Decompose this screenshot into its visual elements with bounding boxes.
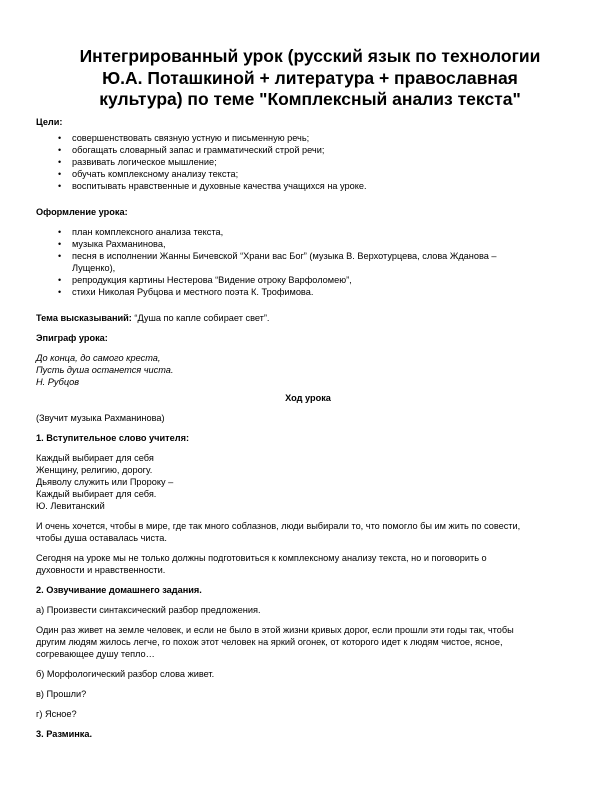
paragraph-line: чтобы душа оставалась чиста. bbox=[36, 533, 167, 543]
design-list bbox=[36, 226, 580, 298]
title-line-1: Интегрированный урок (русский язык по технологии bbox=[79, 46, 541, 66]
paragraph-line: И очень хочется, чтобы в мире, где так много соблазнов, люди выбирали то, что помогло бы им жить по совести, bbox=[36, 521, 521, 531]
poem-author: Ю. Левитанский bbox=[36, 501, 105, 511]
course-heading: Ход урока bbox=[285, 393, 331, 403]
design-item: • репродукция картины Нестерова “Видение отроку Варфоломею”, bbox=[36, 274, 580, 286]
theme-line bbox=[36, 312, 580, 324]
goals-item: • развивать логическое мышление; bbox=[36, 156, 580, 168]
theme-label: Тема высказываний: bbox=[36, 313, 132, 323]
poem-line: Женщину, религию, дорогу. bbox=[36, 465, 153, 475]
poem-line: Дьяволу служить или Пророку – bbox=[36, 477, 174, 487]
design-heading: Оформление урока: bbox=[36, 207, 128, 217]
document-title bbox=[40, 46, 580, 111]
section1-heading: 1. Вступительное слово учителя: bbox=[36, 433, 189, 443]
epigraph-line: Пусть душа останется чиста. bbox=[36, 365, 174, 375]
goals-list bbox=[36, 132, 580, 192]
task-b: б) Морфологический разбор слова живет. bbox=[36, 669, 215, 679]
design-item: • план комплексного анализа текста, bbox=[36, 226, 580, 238]
title-line-2: Ю.А. Поташкиной + литература + православная bbox=[102, 67, 518, 88]
paragraph-line: духовности и нравственности. bbox=[36, 565, 166, 575]
intro-paragraph-1 bbox=[36, 520, 580, 544]
goals-item: • совершенствовать связную устную и письменную речь; bbox=[36, 132, 580, 144]
paragraph-line: другим людям жилось легче, го похож этот человек на яркий огонек, от которого идет к людям чистое, ясное, bbox=[36, 637, 503, 647]
music-note: (Звучит музыка Рахманинова) bbox=[36, 413, 165, 423]
design-item-text: песня в исполнении Жанны Бичевской “Храни вас Бог” (музыка В. Верхотурцева, слова Жданова – bbox=[72, 251, 497, 261]
design-item bbox=[36, 250, 580, 274]
design-item-text-cont: Лущенко), bbox=[72, 263, 116, 273]
goals-item: • воспитывать нравственные и духовные качества учащихся на уроке. bbox=[36, 180, 580, 192]
paragraph-line: согревающее душу тепло… bbox=[36, 649, 155, 659]
poem-line: Каждый выбирает для себя. bbox=[36, 489, 157, 499]
goals-item: • обогащать словарный запас и грамматический строй речи; bbox=[36, 144, 580, 156]
section2-heading: 2. Озвучивание домашнего задания. bbox=[36, 585, 202, 595]
sentence-paragraph bbox=[36, 624, 580, 660]
paragraph-line: Сегодня на уроке мы не только должны подготовиться к комплексному анализу текста, но и поговорить о bbox=[36, 553, 487, 563]
design-item: • стихи Николая Рубцова и местного поэта К. Трофимова. bbox=[36, 286, 580, 298]
epigraph-author: Н. Рубцов bbox=[36, 377, 79, 387]
task-g: г) Ясное? bbox=[36, 709, 77, 719]
epigraph-line: До конца, до самого креста, bbox=[36, 353, 161, 363]
title-line-3: культура) по теме "Комплексный анализ текста" bbox=[99, 89, 521, 109]
section3-heading: 3. Разминка. bbox=[36, 729, 93, 739]
design-item: • музыка Рахманинова, bbox=[36, 238, 580, 250]
paragraph-line: Один раз живет на земле человек, и если не было в этой жизни кривых дорог, если прошли эти годы так, чтобы bbox=[36, 625, 514, 635]
goals-heading: Цели: bbox=[36, 117, 63, 127]
epigraph-heading: Эпиграф урока: bbox=[36, 333, 108, 343]
task-v: в) Прошли? bbox=[36, 689, 87, 699]
intro-paragraph-2 bbox=[36, 552, 580, 576]
poem-line: Каждый выбирает для себя bbox=[36, 453, 154, 463]
task-a: а) Произвести синтаксический разбор предложения. bbox=[36, 605, 261, 615]
theme-text: “Душа по капле собирает свет”. bbox=[131, 313, 270, 323]
document-body bbox=[36, 116, 580, 740]
goals-item: • обучать комплексному анализу текста; bbox=[36, 168, 580, 180]
